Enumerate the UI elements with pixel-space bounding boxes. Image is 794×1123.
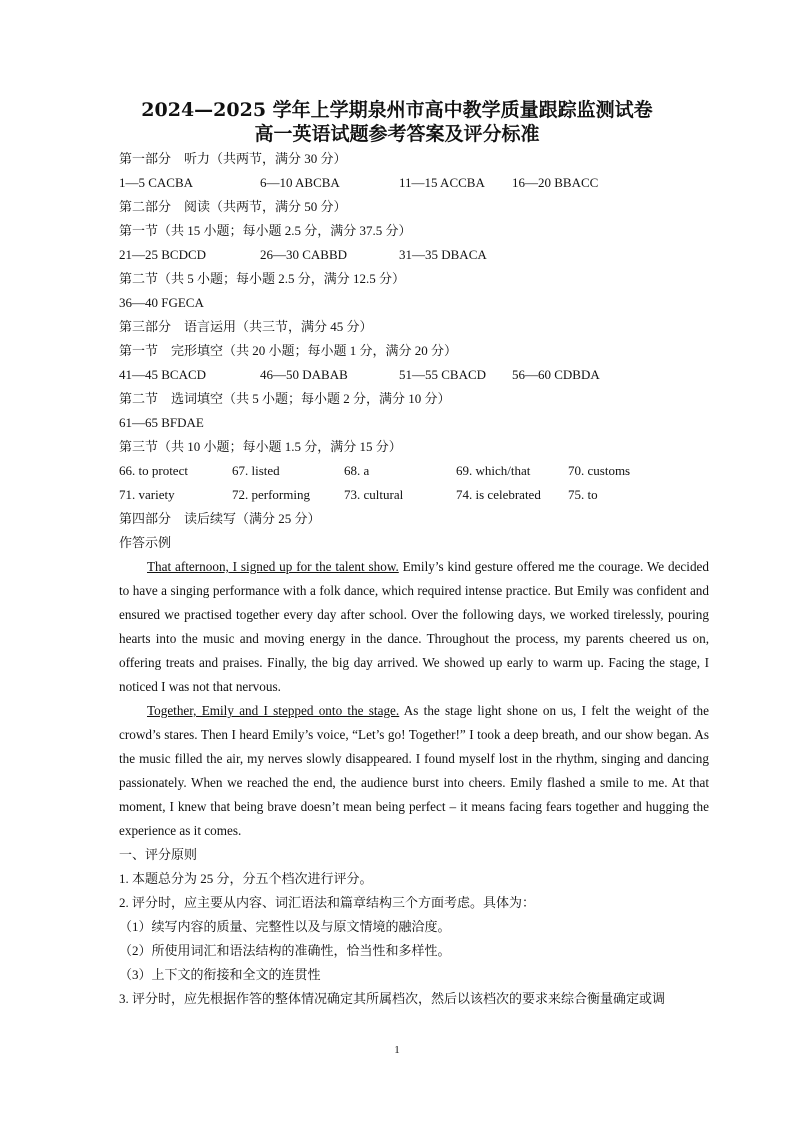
- part2-section2-heading: 第二节（共 5 小题；每小题 2.5 分，满分 12.5 分）: [119, 271, 406, 286]
- part2-heading: 第二部分 阅读（共两节，满分 50 分）: [119, 199, 347, 214]
- scoring-item-1: 1. 本题总分为 25 分，分五个档次进行评分。: [119, 871, 373, 886]
- part1-heading: 第一部分 听力（共两节，满分 30 分）: [119, 151, 347, 166]
- answer-key-subtitle: 高一英语试题参考答案及评分标准: [254, 123, 540, 145]
- scoring-sub-2: （2）所使用词汇和语法结构的准确性，恰当性和多样性。: [119, 943, 451, 958]
- answer-group: 26—30 CABBD: [260, 247, 348, 262]
- answer-item: 66. to protect: [119, 463, 188, 478]
- answer-item: 71. variety: [119, 487, 175, 502]
- answer-group: 41—45 BCACD: [119, 367, 207, 382]
- paragraph-opening-sentence: That afternoon, I signed up for the talent show.: [147, 559, 399, 574]
- paragraph-body: Emily’s kind gesture offered me the courage. We decided to have a singing performance with a folk dance, which required intense practice. But Emily was confident and ensured we practised together every day after school. Over the following days, we worked tirelessly, pouring hearts into the music and moving energy in the dance. Throughout the process, my parents cheered us on, offering treats and praises. Finally, the big day arrived. We showed up early to warm up. Facing the stage, I noticed I was not that nervous.: [119, 559, 709, 694]
- answer-item: 68. a: [344, 463, 370, 478]
- scoring-item-3: 3. 评分时，应先根据作答的整体情况确定其所属档次，然后以该档次的要求来综合衡量确定或调: [119, 991, 666, 1006]
- answer-item: 67. listed: [232, 463, 280, 478]
- part4-heading: 第四部分 读后续写（满分 25 分）: [119, 511, 321, 526]
- answer-item: 74. is celebrated: [456, 487, 541, 502]
- answer-group: 61—65 BFDAE: [119, 415, 204, 430]
- scoring-sub-1: （1）续写内容的质量、完整性以及与原文情境的融洽度。: [119, 919, 451, 934]
- scoring-heading: 一、评分原则: [119, 847, 198, 862]
- answer-group: 36—40 FGECA: [119, 295, 204, 310]
- answer-item: 70. customs: [568, 463, 631, 478]
- answer-group: 51—55 CBACD: [399, 367, 487, 382]
- page-number: 1: [394, 1044, 400, 1056]
- answer-group: 1—5 CACBA: [119, 175, 194, 190]
- scoring-item-2: 2. 评分时，应主要从内容、词汇语法和篇章结构三个方面考虑。具体为：: [119, 895, 536, 910]
- answer-item: 75. to: [568, 487, 598, 502]
- sample-paragraph-1: [119, 555, 709, 699]
- answer-item: 73. cultural: [344, 487, 404, 502]
- part2-section1-heading: 第一节（共 15 小题；每小题 2.5 分，满分 37.5 分）: [119, 223, 412, 238]
- exam-title: 2024—2025 学年上学期泉州市高中教学质量跟踪监测试卷: [141, 99, 653, 121]
- answer-group: 11—15 ACCBA: [399, 175, 485, 190]
- sample-paragraph-2: [119, 699, 709, 843]
- answer-group: 16—20 BBACC: [512, 175, 599, 190]
- answer-group: 31—35 DBACA: [399, 247, 487, 262]
- answer-item: 69. which/that: [456, 463, 531, 478]
- answer-group: 6—10 ABCBA: [260, 175, 340, 190]
- sample-label: 作答示例: [119, 535, 172, 550]
- answer-item: 72. performing: [232, 487, 310, 502]
- part3-section1-heading: 第一节 完形填空（共 20 小题；每小题 1 分，满分 20 分）: [119, 343, 458, 358]
- paragraph-body: As the stage light shone on us, I felt the weight of the crowd’s stares. Then I heard Emily’s voice, “Let’s go! Together!” I took a deep breath, and our show began. As the music filled the air, my nerves slowly disappeared. I found myself lost in the rhythm, singing and dancing passionately. When we reached the end, the audience burst into cheers. Emily flashed a smile to me. At that moment, I knew that being brave doesn’t mean being perfect – it means facing fears together and hugging the experience as it comes.: [119, 703, 709, 838]
- paragraph-opening-sentence: Together, Emily and I stepped onto the stage.: [147, 703, 400, 718]
- answer-group: 56—60 CDBDA: [512, 367, 600, 382]
- part3-heading: 第三部分 语言运用（共三节，满分 45 分）: [119, 319, 373, 334]
- part3-section3-heading: 第三节（共 10 小题；每小题 1.5 分，满分 15 分）: [119, 439, 402, 454]
- answer-group: 21—25 BCDCD: [119, 247, 207, 262]
- scoring-sub-3: （3）上下文的衔接和全文的连贯性: [119, 967, 321, 982]
- part3-section2-heading: 第二节 选词填空（共 5 小题；每小题 2 分，满分 10 分）: [119, 391, 451, 406]
- answer-group: 46—50 DABAB: [260, 367, 348, 382]
